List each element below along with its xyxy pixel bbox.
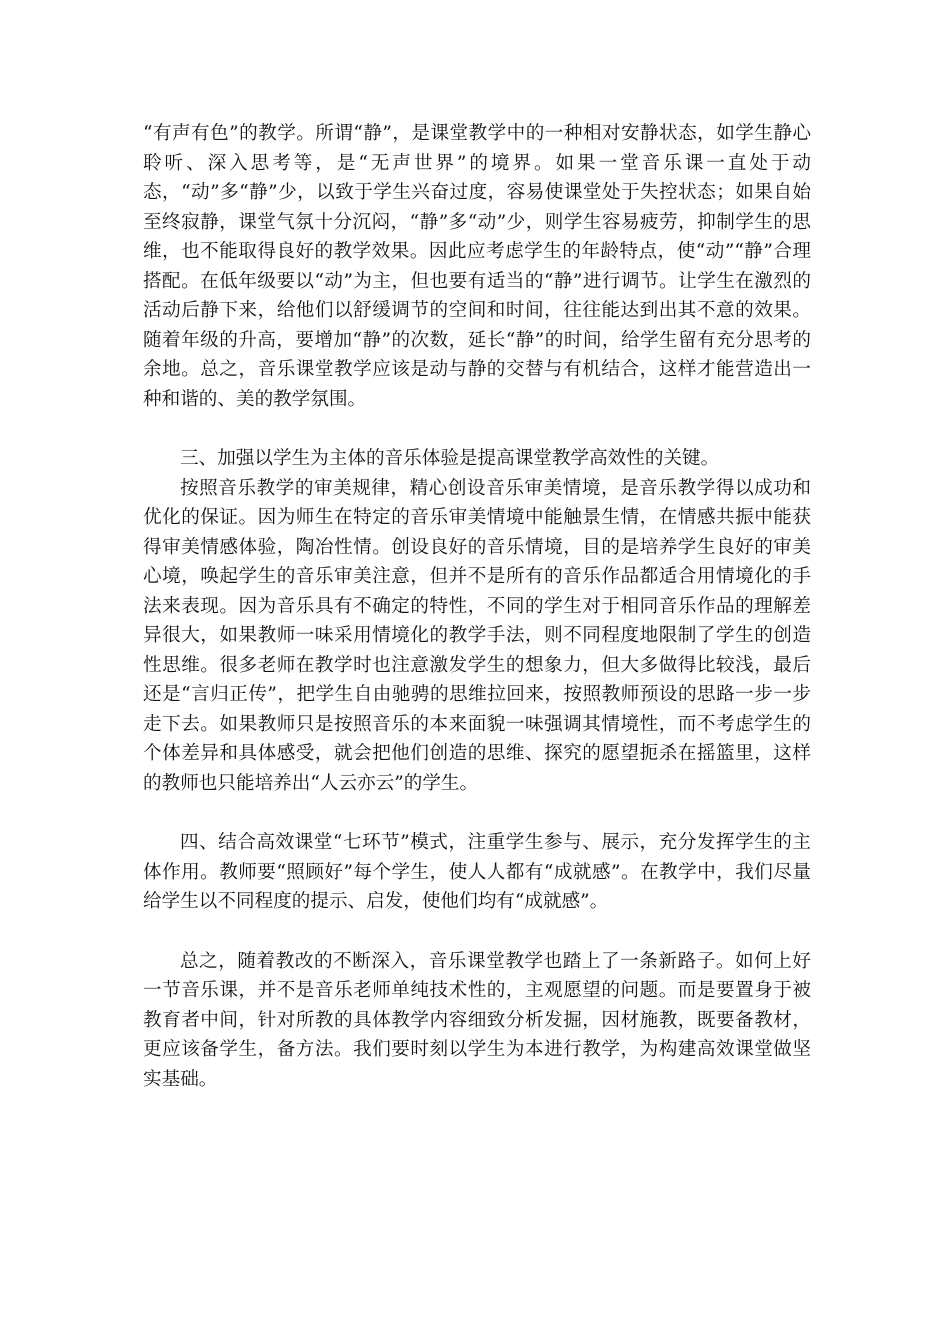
section-heading-three: 三、加强以学生为主体的音乐体验是提高课堂教学高效性的关键。 — [180, 448, 720, 469]
paragraph-section-four: 四、结合高效课堂“七环节”模式，注重学生参与、展示，充分发挥学生的主体作用。教师要“照顾好”每个学生，使人人都有“成就感”。在教学中，我们尽量给学生以不同程度的提示、启发，使他们均有“成就感”。 — [143, 832, 811, 912]
paragraph-music-situation: 按照音乐教学的审美规律，精心创设音乐审美情境，是音乐教学得以成功和优化的保证。因为师生在特定的音乐审美情境中能触景生情，在情感共振中能获得审美情感体验，陶冶性情。创设良好的音乐情境，目的是培养学生良好的审美心境，唤起学生的音乐审美注意，但并不是所有的音乐作品都适合用情境化的手法来表现。因为音乐具有不确定的特性，不同的学生对于相同音乐作品的理解差异很大，如果教师一味采用情境化的教学手法，则不同程度地限制了学生的创造性思维。很多老师在教学时也注意激发学生的想象力，但大多做得比较浅，最后还是“言归正传”，把学生自由驰骋的思维拉回来，按照教师预设的思路一步一步走下去。如果教师只是按照音乐的本来面貌一味强调其情境性，而不考虑学生的个体差异和具体感受，就会把他们创造的思维、探究的愿望扼杀在摇篮里，这样的教师也只能培养出“人云亦云”的学生。 — [143, 477, 811, 794]
paragraph-dynamic-static: “有声有色”的教学。所谓“静”，是课堂教学中的一种相对安静状态，如学生静心聆听、深入思考等，是“无声世界”的境界。如果一堂音乐课一直处于动态，“动”多“静”少，以致于学生兴奋过度，容易使课堂处于失控状态；如果自始至终寂静，课堂气氛十分沉闷，“静”多“动”少，则学生容易疲劳，抑制学生的思维，也不能取得良好的教学效果。因此应考虑学生的年龄特点，使“动”“静”合理搭配。在低年级要以“动”为主，但也要有适当的“静”进行调节。让学生在激烈的活动后静下来，给他们以舒缓调节的空间和时间，往往能达到出其不意的效果。随着年级的升高，要增加“静”的次数，延长“静”的时间，给学生留有充分思考的余地。总之，音乐课堂教学应该是动与静的交替与有机结合，这样才能营造出一种和谐的、美的教学氛围。 — [143, 123, 811, 410]
document-page — [143, 119, 811, 1094]
paragraph-conclusion: 总之，随着教改的不断深入，音乐课堂教学也踏上了一条新路子。如何上好一节音乐课，并不是音乐老师单纯技术性的，主观愿望的问题。而是要置身于被教育者中间，针对所教的具体教学内容细致分析发掘，因材施教，既要备教材，更应该备学生，备方法。我们要时刻以学生为本进行教学，为构建高效课堂做坚实基础。 — [143, 950, 811, 1090]
